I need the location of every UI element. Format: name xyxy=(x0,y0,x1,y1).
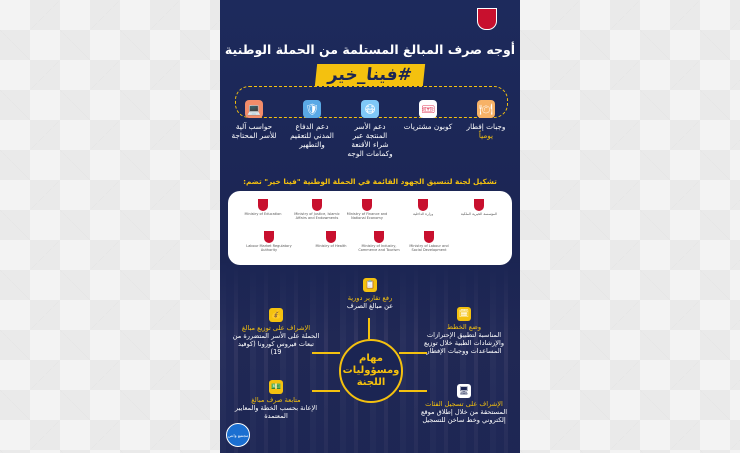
ministry-logo: Labour Market Regulatory Authority xyxy=(246,231,292,252)
ministry-logo: وزارة الداخلية xyxy=(400,199,446,216)
use-detail: المدني للتعقيم والتطهير xyxy=(290,131,334,149)
emblem-icon xyxy=(477,8,497,30)
ministry-logo: Ministry of Labour and Social Development xyxy=(406,231,452,252)
background-pattern-left xyxy=(0,0,220,453)
task-registration: 🖥 الإشراف على تسجيل الفئات المستحقة من خلال إطلاق موقع إلكتروني وخط ساخن للتسجيل xyxy=(420,386,508,424)
use-item xyxy=(228,100,280,175)
emblem-icon xyxy=(264,231,274,243)
use-item xyxy=(344,100,396,175)
meal-icon: 🍽 xyxy=(477,100,495,118)
use-detail: مشتريات xyxy=(403,122,432,131)
use-detail: المنتجة عبر شراء الأقنعة وكمامات الوجه xyxy=(347,131,393,158)
ministry-logo: Ministry of Industry, Commerce and Tourism xyxy=(356,231,402,252)
use-title: وجبات إفطار xyxy=(466,122,506,131)
use-detail: يومياً xyxy=(478,131,494,140)
coins-icon: 💵 xyxy=(269,380,283,394)
shield-icon: 🛡 xyxy=(303,100,321,118)
responsibilities-hub: مهام ومسؤوليات اللجنة xyxy=(339,339,403,403)
ministry-logo: المؤسسة الخيرية الملكية xyxy=(456,199,502,216)
ministry-logo: Ministry of Justice, Islamic Affairs and Endowments xyxy=(294,199,340,220)
coupon-icon: 🎟 xyxy=(419,100,437,118)
emblem-icon xyxy=(418,199,428,211)
emblem-icon xyxy=(362,199,372,211)
task-distribution: 💰 الإشراف على توزيع مبالغ الحملة على الأسر المتضررة من تبعات فيروس كورونا (كوفيد 19) xyxy=(232,310,320,356)
use-title: دعم الدفاع xyxy=(295,122,329,131)
emblem-icon xyxy=(474,199,484,211)
computer-icon: 🖥 xyxy=(457,384,471,398)
infographic-poster xyxy=(220,0,520,453)
ministry-logo: Ministry of Finance and National Economy xyxy=(344,199,390,220)
aware-community-badge: مجتمع واعي xyxy=(226,423,250,447)
emblem-icon xyxy=(326,231,336,243)
use-title: كوبون xyxy=(433,122,453,131)
background-pattern-right xyxy=(520,0,740,453)
emblem-icon xyxy=(424,231,434,243)
use-item xyxy=(460,100,512,175)
task-followup: 💵 متابعة صرف مبالغ الإعانة بحسب الخطة والمعايير المعتمدة xyxy=(234,382,318,420)
page-title: أوجه صرف المبالغ المستلمة من الحملة الوطنية xyxy=(224,42,516,57)
laptop-icon: 💻 xyxy=(245,100,263,118)
campaign-hashtag: #فينا_خير xyxy=(315,64,425,86)
emblem-icon xyxy=(312,199,322,211)
use-detail: للأسر المحتاجة xyxy=(231,131,277,140)
plan-icon: 🗓 xyxy=(457,307,471,321)
emblem-icon xyxy=(258,199,268,211)
ministries-panel xyxy=(228,191,512,265)
use-title: حواسب آلية xyxy=(235,122,273,131)
spending-uses-list xyxy=(228,100,512,175)
use-title: دعم الأسر xyxy=(354,122,386,131)
committee-heading: تشكيل لجنة لتنسيق الجهود القائمة في الحملة الوطنية "فينا خير" تضم: xyxy=(243,177,497,186)
emblem-icon xyxy=(374,231,384,243)
ministry-logo: Ministry of Education xyxy=(240,199,286,216)
report-icon: 📋 xyxy=(363,278,377,292)
task-plans: 🗓 وضع الخطط المناسبة لتطبيق الإحترازات والإرشادات الطبية خلال توزيع المساعدات ووجبات الإفطار xyxy=(423,309,505,355)
royal-charity-logo xyxy=(468,8,506,37)
use-item xyxy=(402,100,454,175)
task-reports: 📋 رفع تقارير دورية عن مبالغ الصرف xyxy=(346,280,394,310)
connector-line xyxy=(368,318,370,339)
mask-icon: 😷 xyxy=(361,100,379,118)
use-item xyxy=(286,100,338,175)
money-icon: 💰 xyxy=(269,308,283,322)
ministry-logo: Ministry of Health xyxy=(308,231,354,248)
